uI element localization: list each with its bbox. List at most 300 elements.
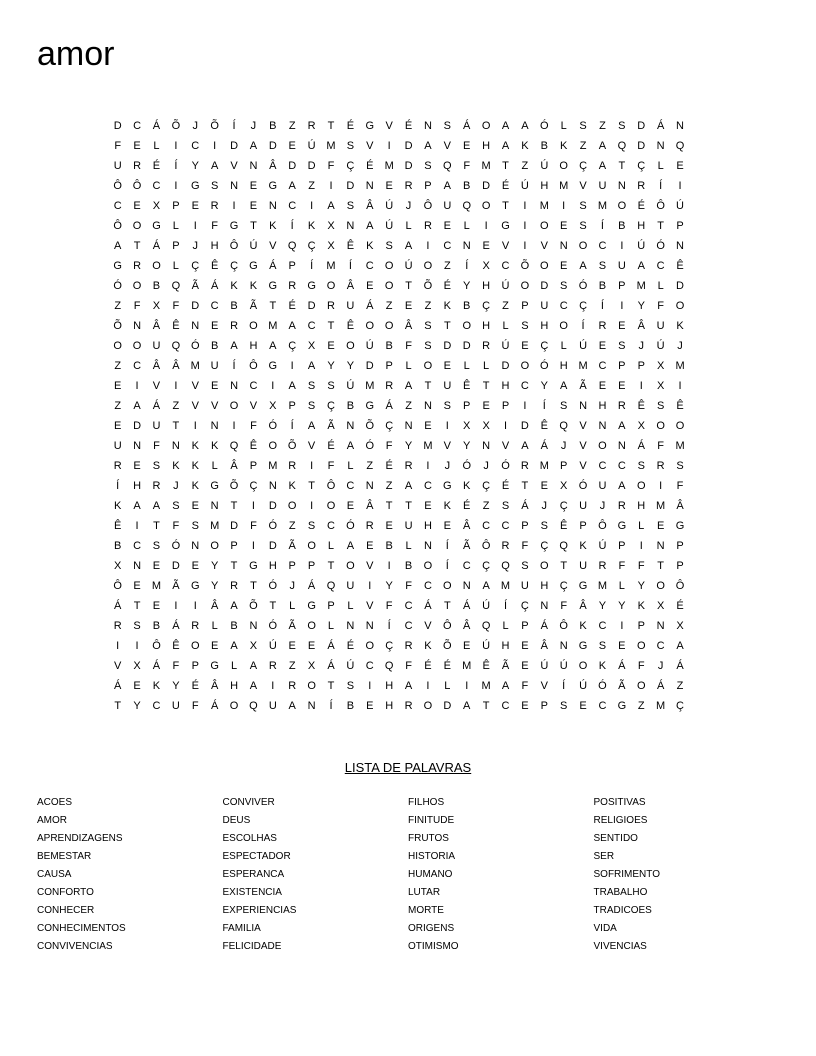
grid-letter: A <box>521 440 529 452</box>
grid-letter: Ç <box>385 420 394 432</box>
grid-letter: P <box>560 460 568 472</box>
grid-letter: O <box>113 340 122 352</box>
grid-letter: N <box>133 560 142 572</box>
grid-letter: K <box>191 460 199 472</box>
grid-letter: E <box>288 640 296 652</box>
grid-letter: Ó <box>190 340 200 352</box>
grid-letter: B <box>230 620 238 632</box>
grid-letter: N <box>346 620 355 632</box>
grid-letter: C <box>404 620 413 632</box>
grid-letter: F <box>250 520 257 532</box>
grid-letter: Z <box>521 160 529 172</box>
grid-letter: R <box>288 280 297 292</box>
grid-letter: J <box>560 440 567 452</box>
grid-letter: T <box>657 560 664 572</box>
grid-letter: A <box>463 700 471 712</box>
grid-letter: L <box>405 540 412 552</box>
grid-row <box>108 656 690 676</box>
grid-letter: C <box>462 560 471 572</box>
grid-letter: A <box>114 240 122 252</box>
grid-letter: E <box>618 380 626 392</box>
grid-letter: X <box>560 480 568 492</box>
grid-letter: E <box>133 460 141 472</box>
grid-letter: O <box>365 320 375 332</box>
grid-letter: F <box>657 300 664 312</box>
word-list-column <box>408 794 594 956</box>
grid-letter: G <box>675 520 685 532</box>
grid-letter: V <box>191 380 199 392</box>
grid-row <box>108 356 690 376</box>
grid-letter: J <box>541 500 548 512</box>
grid-letter: D <box>443 340 452 352</box>
grid-letter: Ã <box>288 540 296 552</box>
grid-letter: S <box>191 520 199 532</box>
grid-letter: P <box>618 280 626 292</box>
grid-letter: A <box>269 340 277 352</box>
grid-letter: O <box>656 580 665 592</box>
grid-letter: F <box>153 440 160 452</box>
grid-letter: Ô <box>443 620 452 632</box>
grid-letter: A <box>637 260 645 272</box>
grid-letter: V <box>152 380 161 392</box>
grid-letter: D <box>404 160 413 172</box>
grid-letter: B <box>618 220 626 232</box>
grid-letter: B <box>114 540 122 552</box>
grid-letter: C <box>501 520 510 532</box>
grid-letter: Â <box>210 600 219 612</box>
grid-letter: Í <box>232 360 236 372</box>
grid-letter: O <box>423 360 433 372</box>
grid-letter: L <box>444 680 451 692</box>
grid-letter: G <box>617 520 627 532</box>
grid-letter: T <box>443 320 451 332</box>
grid-letter: H <box>230 680 239 692</box>
grid-letter: S <box>560 400 568 412</box>
grid-letter: H <box>637 220 646 232</box>
word-list-item: ESCOLHAS <box>222 833 277 844</box>
word-list-item: MORTE <box>408 905 444 916</box>
grid-letter: E <box>404 300 413 312</box>
grid-letter: Í <box>503 600 508 612</box>
grid-letter: Í <box>562 680 566 692</box>
grid-letter: J <box>405 200 412 212</box>
grid-letter: U <box>210 360 219 372</box>
grid-letter: G <box>190 580 200 592</box>
grid-letter: Ã <box>501 660 510 672</box>
grid-letter: Â <box>463 620 471 632</box>
grid-letter: Ú <box>346 380 355 392</box>
grid-letter: Â <box>463 520 471 532</box>
grid-letter: O <box>346 560 355 572</box>
grid-letter: Ê <box>637 400 645 412</box>
grid-letter: B <box>346 700 355 712</box>
grid-letter: E <box>443 360 451 372</box>
grid-letter: O <box>540 560 549 572</box>
grid-letter: D <box>462 340 471 352</box>
grid-letter: Ê <box>482 660 490 672</box>
word-list-item: ORIGENS <box>408 923 455 934</box>
grid-letter: T <box>327 120 335 132</box>
word-list-item: TRADICOES <box>593 905 652 916</box>
grid-letter: S <box>501 500 510 512</box>
grid-letter: Í <box>290 420 294 432</box>
grid-letter: Ó <box>268 420 278 432</box>
grid-letter: É <box>191 680 199 692</box>
grid-letter: I <box>678 180 682 192</box>
grid-letter: Â <box>366 200 374 212</box>
grid-letter: F <box>385 600 393 612</box>
grid-letter: E <box>210 320 219 332</box>
grid-letter: Q <box>171 280 181 292</box>
grid-letter: O <box>636 640 646 652</box>
grid-letter: Ê <box>172 320 180 332</box>
grid-letter: C <box>423 580 432 592</box>
grid-letter: Ú <box>637 240 646 252</box>
grid-letter: Y <box>404 440 413 452</box>
grid-letter: Ç <box>559 500 568 512</box>
grid-letter: Á <box>463 600 471 612</box>
grid-letter: O <box>462 320 471 332</box>
grid-letter: M <box>656 700 666 712</box>
word-list-item: SENTIDO <box>593 833 638 844</box>
grid-letter: G <box>365 400 375 412</box>
word-list-column <box>223 794 409 956</box>
grid-letter: Ú <box>404 260 413 272</box>
grid-letter: C <box>501 260 510 272</box>
grid-letter: L <box>502 620 509 632</box>
grid-letter: Ã <box>463 540 471 552</box>
grid-letter: Ã <box>618 680 626 692</box>
grid-letter: É <box>366 160 374 172</box>
grid-letter: V <box>366 560 374 572</box>
grid-letter: Ç <box>288 340 297 352</box>
grid-letter: G <box>249 260 258 272</box>
grid-letter: N <box>346 420 355 432</box>
grid-letter: O <box>210 540 219 552</box>
grid-letter: C <box>423 480 432 492</box>
grid-letter: E <box>521 640 529 652</box>
grid-letter: J <box>444 460 451 472</box>
grid-letter: I <box>290 360 294 372</box>
grid-letter: B <box>540 140 548 152</box>
grid-letter: H <box>501 380 510 392</box>
grid-letter: R <box>598 560 607 572</box>
grid-letter: U <box>520 580 529 592</box>
grid-letter: Í <box>232 120 236 132</box>
grid-letter: F <box>405 660 412 672</box>
grid-letter: Õ <box>229 480 239 492</box>
grid-letter: R <box>404 700 413 712</box>
grid-letter: R <box>423 220 432 232</box>
grid-letter: P <box>172 200 180 212</box>
grid-letter: V <box>230 160 238 172</box>
grid-letter: U <box>598 480 607 492</box>
grid-letter: J <box>289 580 295 592</box>
grid-row <box>108 216 690 236</box>
grid-letter: U <box>152 420 161 432</box>
grid-letter: U <box>443 200 452 212</box>
grid-letter: E <box>366 540 374 552</box>
grid-letter: V <box>191 400 199 412</box>
grid-letter: Z <box>114 300 122 312</box>
grid-letter: Ê <box>114 520 122 532</box>
grid-letter: Y <box>637 300 645 312</box>
grid-letter: S <box>579 120 587 132</box>
grid-letter: R <box>327 300 335 312</box>
grid-letter: R <box>404 460 413 472</box>
grid-letter: X <box>114 560 122 572</box>
grid-letter: D <box>230 520 239 532</box>
grid-letter: Ç <box>230 260 239 272</box>
grid-letter: Ç <box>520 600 529 612</box>
word-list-item: FELICIDADE <box>222 941 282 952</box>
grid-letter: C <box>113 200 122 212</box>
grid-letter: C <box>598 360 607 372</box>
grid-letter: X <box>327 240 335 252</box>
grid-letter: I <box>523 240 527 252</box>
grid-letter: Ç <box>346 160 355 172</box>
grid-letter: H <box>385 680 394 692</box>
grid-letter: A <box>307 420 316 432</box>
grid-letter: J <box>599 500 606 512</box>
grid-letter: E <box>521 660 529 672</box>
word-list-column <box>594 794 780 956</box>
word-list-item: BEMESTAR <box>37 851 92 862</box>
grid-letter: R <box>365 520 374 532</box>
grid-letter: Q <box>287 240 297 252</box>
grid-letter: S <box>579 220 587 232</box>
grid-letter: Õ <box>113 320 122 332</box>
grid-letter: M <box>675 360 685 372</box>
grid-letter: I <box>620 240 624 252</box>
grid-letter: G <box>365 120 375 132</box>
grid-letter: T <box>133 600 141 612</box>
grid-letter: K <box>424 640 432 652</box>
grid-letter: N <box>191 320 200 332</box>
grid-letter: O <box>481 120 491 132</box>
grid-letter: Ô <box>113 220 122 232</box>
grid-letter: A <box>152 500 161 512</box>
page-title: amor <box>37 35 115 73</box>
grid-letter: Õ <box>249 600 258 612</box>
grid-letter: V <box>579 440 587 452</box>
grid-letter: R <box>617 500 626 512</box>
grid-letter: I <box>310 500 314 512</box>
grid-letter: Í <box>465 260 469 272</box>
grid-letter: C <box>346 480 355 492</box>
grid-row <box>108 576 690 596</box>
grid-letter: Ú <box>656 340 665 352</box>
grid-letter: A <box>288 320 296 332</box>
grid-letter: Í <box>310 260 314 272</box>
grid-letter: T <box>657 220 664 232</box>
grid-letter: S <box>172 500 180 512</box>
grid-letter: O <box>481 200 491 212</box>
grid-letter: Ú <box>501 340 510 352</box>
grid-letter: Ê <box>463 380 471 392</box>
grid-letter: Y <box>346 360 355 372</box>
grid-letter: B <box>385 540 393 552</box>
grid-letter: S <box>598 640 607 652</box>
grid-row <box>108 536 690 556</box>
grid-letter: E <box>521 340 529 352</box>
grid-letter: N <box>171 440 180 452</box>
grid-letter: A <box>288 700 296 712</box>
grid-letter: Ê <box>346 240 355 252</box>
grid-letter: X <box>482 420 490 432</box>
grid-letter: H <box>268 560 277 572</box>
grid-letter: Á <box>521 500 529 512</box>
grid-letter: A <box>618 420 626 432</box>
grid-letter: I <box>174 380 178 392</box>
grid-letter: E <box>482 240 490 252</box>
grid-letter: R <box>637 180 646 192</box>
grid-letter: P <box>637 360 645 372</box>
grid-letter: O <box>559 320 568 332</box>
grid-letter: Ã <box>327 420 335 432</box>
grid-letter: B <box>152 620 161 632</box>
grid-letter: Ó <box>540 120 549 132</box>
grid-letter: F <box>385 440 393 452</box>
grid-letter: X <box>307 660 316 672</box>
grid-letter: G <box>152 220 161 232</box>
grid-letter: X <box>133 660 141 672</box>
grid-letter: D <box>230 140 239 152</box>
word-list-item: SOFRIMENTO <box>593 869 660 880</box>
grid-letter: Á <box>152 400 161 412</box>
grid-letter: Ú <box>540 660 549 672</box>
grid-letter: A <box>482 580 490 592</box>
grid-letter: K <box>307 220 316 232</box>
grid-letter: Õ <box>423 280 433 292</box>
grid-letter: N <box>346 220 355 232</box>
grid-letter: Ú <box>385 220 394 232</box>
grid-letter: R <box>268 660 277 672</box>
grid-letter: R <box>501 540 510 552</box>
grid-letter: A <box>424 140 432 152</box>
grid-letter: É <box>346 640 355 652</box>
grid-letter: A <box>249 680 258 692</box>
grid-letter: O <box>559 160 568 172</box>
grid-letter: D <box>676 280 684 292</box>
grid-letter: Ô <box>481 540 491 552</box>
grid-letter: Y <box>385 580 393 592</box>
grid-letter: Q <box>501 560 510 572</box>
grid-letter: O <box>365 640 375 652</box>
grid-letter: T <box>482 700 490 712</box>
grid-letter: P <box>230 540 238 552</box>
word-list-item: VIDA <box>593 923 617 934</box>
grid-letter: O <box>307 680 316 692</box>
grid-letter: N <box>365 480 374 492</box>
word-list-item: DEUS <box>222 815 251 826</box>
grid-letter: P <box>249 460 258 472</box>
grid-letter: Ó <box>268 520 278 532</box>
grid-letter: E <box>618 320 626 332</box>
grid-letter: U <box>152 340 161 352</box>
grid-letter: O <box>384 260 394 272</box>
word-list-item: OTIMISMO <box>408 941 459 952</box>
grid-letter: V <box>307 440 316 452</box>
grid-letter: R <box>288 460 297 472</box>
grid-letter: A <box>210 160 219 172</box>
grid-letter: S <box>346 680 355 692</box>
grid-letter: O <box>249 320 258 332</box>
grid-letter: O <box>636 680 646 692</box>
grid-letter: Q <box>617 140 627 152</box>
grid-letter: Ú <box>365 340 374 352</box>
grid-letter: E <box>249 200 258 212</box>
grid-letter: Y <box>172 680 180 692</box>
grid-letter: Y <box>618 600 626 612</box>
grid-letter: Z <box>288 120 296 132</box>
grid-letter: X <box>463 420 471 432</box>
grid-letter: K <box>579 620 587 632</box>
grid-letter: F <box>560 600 568 612</box>
grid-letter: O <box>423 700 433 712</box>
word-list-item: APRENDIZAGENS <box>37 833 123 844</box>
grid-letter: X <box>152 300 161 312</box>
grid-letter: H <box>249 340 258 352</box>
grid-letter: L <box>405 220 412 232</box>
grid-letter: F <box>676 480 684 492</box>
grid-letter: H <box>540 580 549 592</box>
grid-letter: R <box>598 320 607 332</box>
grid-letter: K <box>521 140 529 152</box>
grid-letter: B <box>598 280 607 292</box>
grid-letter: O <box>268 440 278 452</box>
grid-letter: Ç <box>482 300 491 312</box>
grid-letter: B <box>385 340 393 352</box>
grid-letter: Ê <box>676 400 684 412</box>
grid-letter: Ê <box>540 420 548 432</box>
grid-letter: P <box>521 300 529 312</box>
grid-letter: D <box>307 300 316 312</box>
word-list-item: CONVIVENCIAS <box>37 941 113 952</box>
word-list-title: LISTA DE PALAVRAS <box>344 760 472 775</box>
grid-letter: Z <box>502 300 509 312</box>
grid-letter: V <box>579 460 587 472</box>
grid-letter: N <box>210 500 219 512</box>
grid-letter: C <box>598 700 607 712</box>
grid-letter: O <box>132 340 142 352</box>
grid-letter: É <box>443 660 451 672</box>
grid-letter: H <box>482 320 491 332</box>
grid-letter: Á <box>152 240 161 252</box>
grid-letter: N <box>365 620 374 632</box>
grid-letter: Q <box>443 160 452 172</box>
grid-letter: I <box>639 540 643 552</box>
grid-letter: K <box>152 680 161 692</box>
grid-letter: G <box>307 600 316 612</box>
grid-letter: L <box>289 600 296 612</box>
grid-letter: V <box>501 240 510 252</box>
grid-letter: Ú <box>249 240 258 252</box>
grid-letter: I <box>193 600 197 612</box>
grid-letter: Ã <box>579 380 587 392</box>
grid-letter: O <box>520 280 530 292</box>
grid-row <box>108 116 690 136</box>
grid-letter: I <box>503 420 508 432</box>
grid-letter: I <box>193 220 197 232</box>
grid-letter: Ô <box>113 580 122 592</box>
grid-letter: M <box>597 580 608 592</box>
grid-letter: Á <box>385 400 393 412</box>
grid-letter: V <box>366 600 374 612</box>
grid-letter: R <box>133 160 142 172</box>
grid-letter: E <box>424 420 432 432</box>
grid-letter: E <box>424 500 432 512</box>
